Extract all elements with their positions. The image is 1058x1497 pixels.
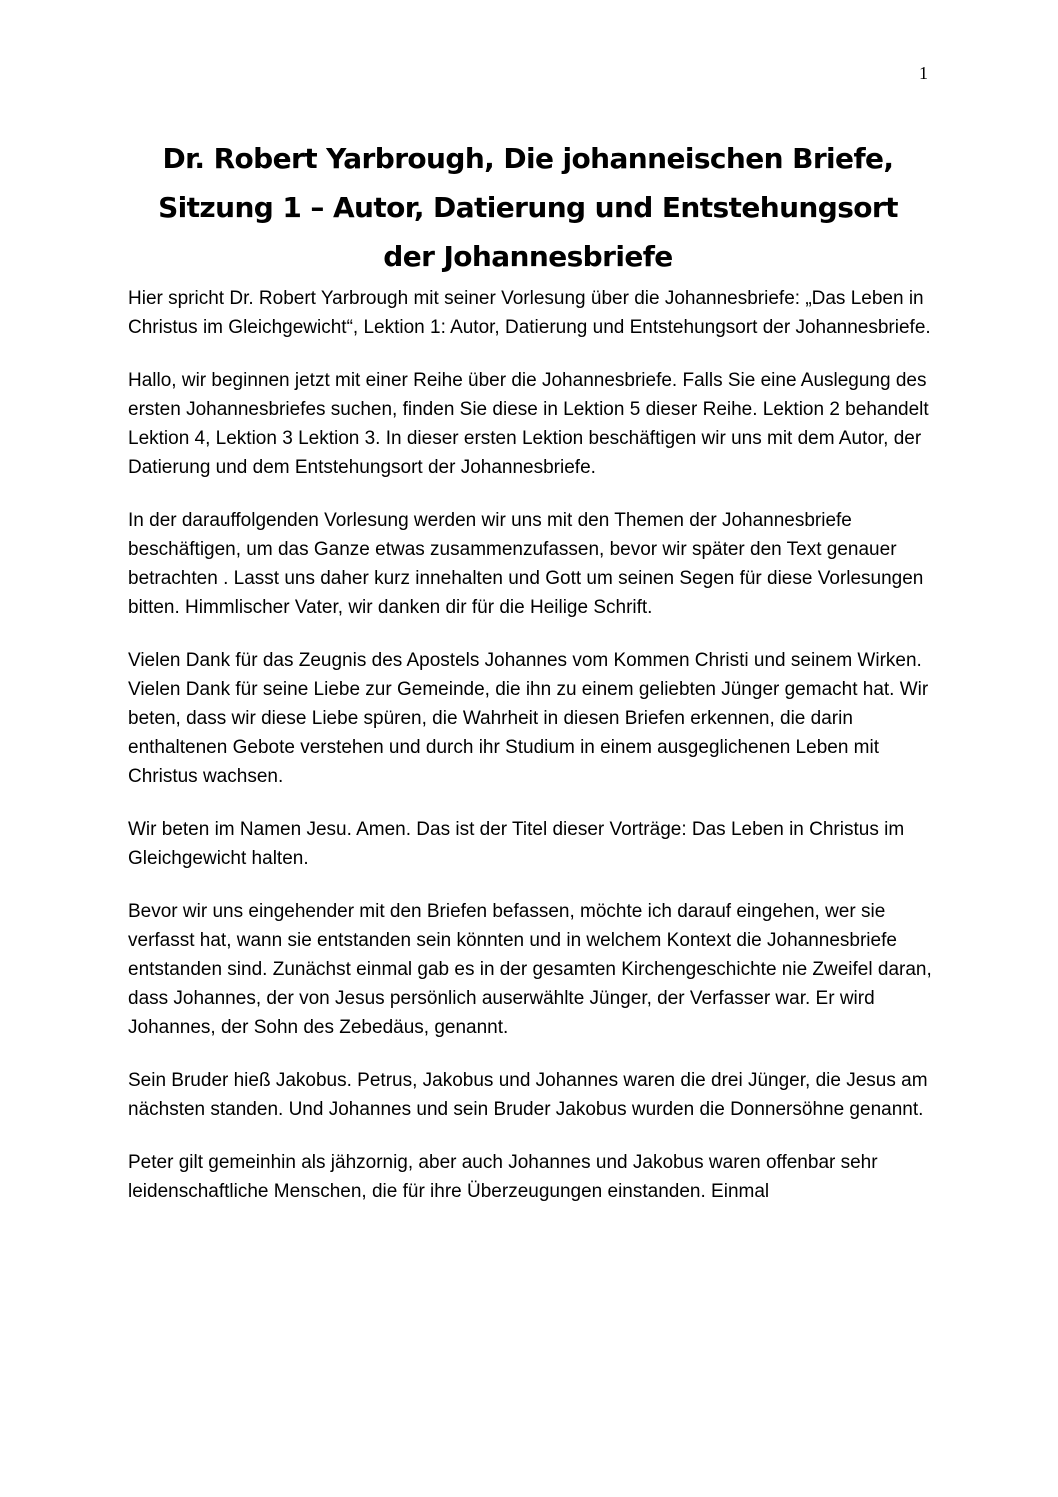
paragraph-7: Sein Bruder hieß Jakobus. Petrus, Jakobus und Johannes waren die drei Jünger, die Jesus am nächsten standen. Und Johannes und sein Bruder Jakobus wurden die Donnersöhne genannt. xyxy=(128,1070,928,1120)
paragraph-8: Peter gilt gemeinhin als jähzornig, aber auch Johannes und Jakobus waren offenbar sehr leidenschaftliche Menschen, die für ihre Überzeugungen einstanden. Einmal xyxy=(128,1152,878,1202)
document-body xyxy=(128,284,938,1230)
paragraph-4: Vielen Dank für das Zeugnis des Apostels Johannes vom Kommen Christi und seinem Wirken. Vielen Dank für seine Liebe zur Gemeinde, die ihn zu einem geliebten Jünger gemacht hat. Wir beten, dass wir diese Liebe spüren, die Wahrheit in diesen Briefen erkennen, die darin enthaltenen Gebote verstehen und durch ihr Studium in einem ausgeglichenen Leben mit Christus wachsen. xyxy=(128,650,929,787)
paragraph-2: Hallo, wir beginnen jetzt mit einer Reihe über die Johannesbriefe. Falls Sie eine Auslegung des ersten Johannesbriefes suchen, finden Sie diese in Lektion 5 dieser Reihe. Lektion 2 behandelt Lektion 4, Lektion 3 Lektion 3. In dieser ersten Lektion beschäftigen wir uns mit dem Autor, der Datierung und dem Entstehungsort der Johannesbriefe. xyxy=(128,370,929,478)
paragraph-1: Hier spricht Dr. Robert Yarbrough mit seiner Vorlesung über die Johannesbriefe: „Das Leben in Christus im Gleichgewicht“, Lektion 1: Autor, Datierung und Entstehungsort der Johannesbriefe. xyxy=(128,288,931,338)
paragraph-6: Bevor wir uns eingehender mit den Briefen befassen, möchte ich darauf eingehen, wer sie verfasst hat, wann sie entstanden sein könnten und in welchem Kontext die Johannesbriefe entstanden sind. Zunächst einmal gab es in der gesamten Kirchengeschichte nie Zweifel daran, dass Johannes, der von Jesus persönlich auserwählte Jünger, der Verfasser war. Er wird Johannes, der Sohn des Zebedäus, genannt. xyxy=(128,901,932,1038)
document-title: Dr. Robert Yarbrough, Die johanneischen Briefe, Sitzung 1 – Autor, Datierung und Entstehungsort der Johannesbriefe xyxy=(158,142,898,273)
page-number: 1 xyxy=(919,63,928,83)
paragraph-3: In der darauffolgenden Vorlesung werden wir uns mit den Themen der Johannesbriefe beschäftigen, um das Ganze etwas zusammenzufassen, bevor wir später den Text genauer betrachten . Lasst uns daher kurz innehalten und Gott um seinen Segen für diese Vorlesungen bitten. Himmlischer Vater, wir danken dir für die Heilige Schrift. xyxy=(128,510,924,618)
paragraph-5: Wir beten im Namen Jesu. Amen. Das ist der Titel dieser Vorträge: Das Leben in Christus im Gleichgewicht halten. xyxy=(128,819,905,869)
